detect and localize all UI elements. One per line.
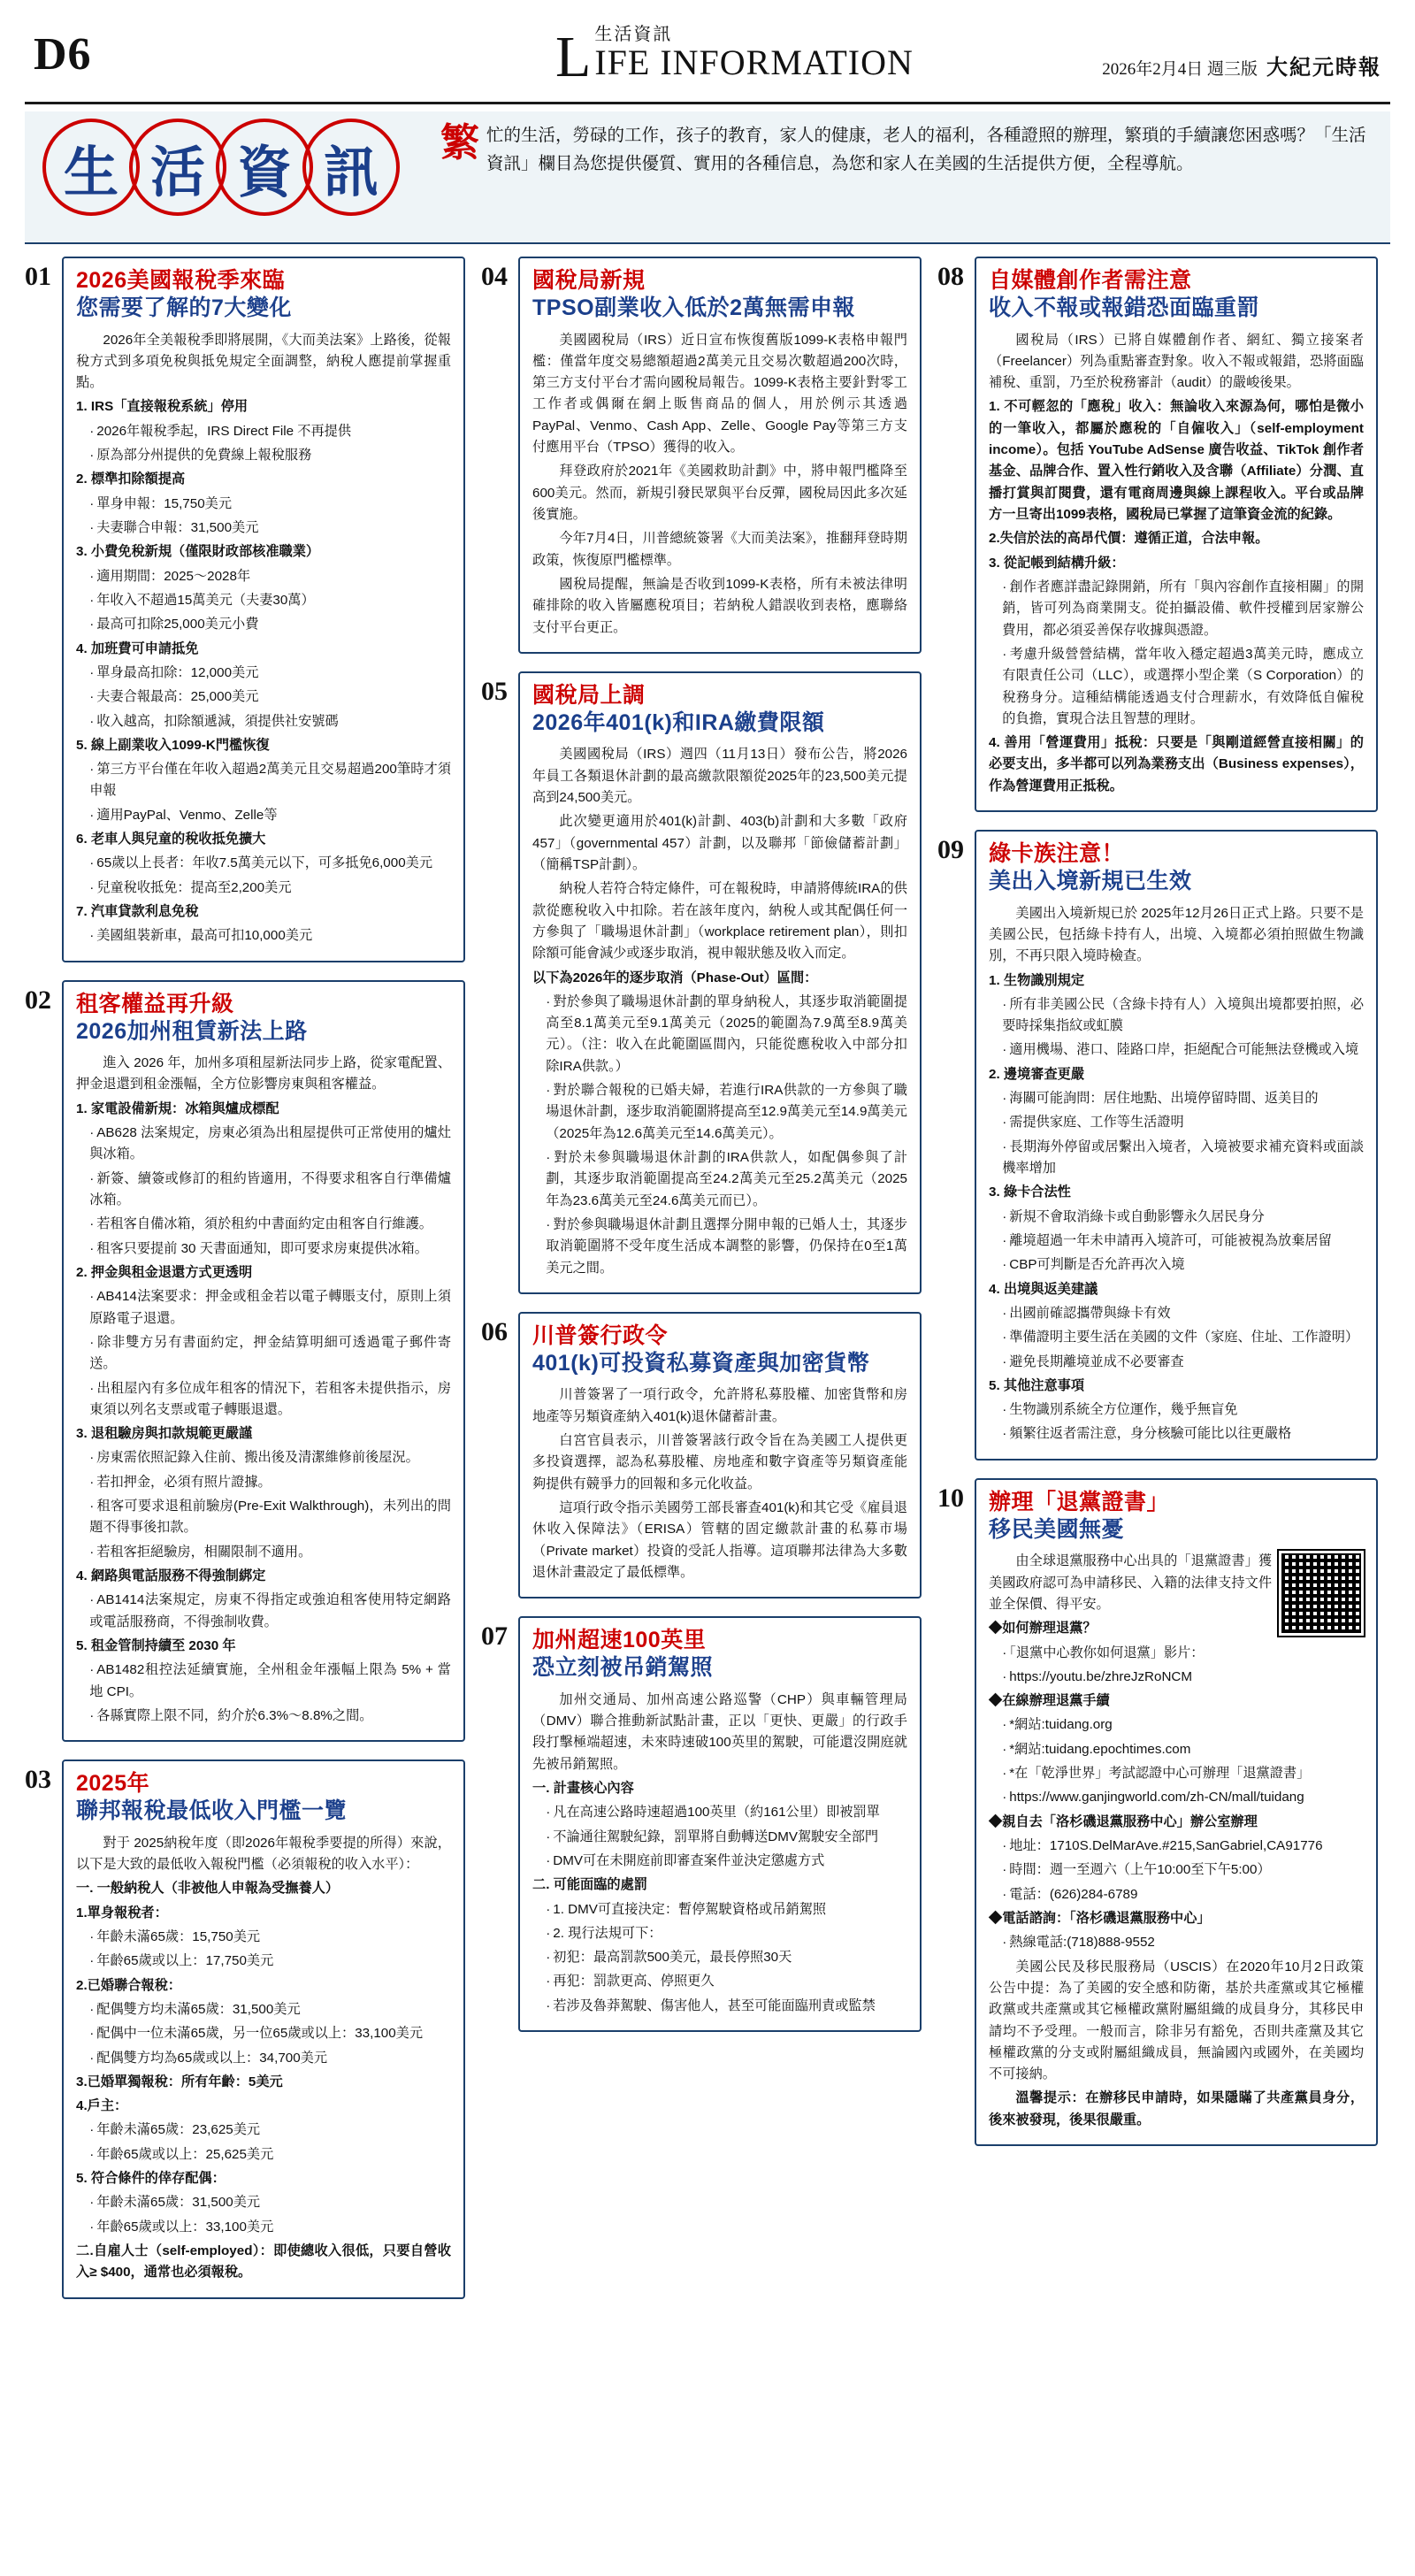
bullet: · 若租客自備冰箱，須於租約中書面約定由租客自行維護。 — [76, 1214, 451, 1235]
subheading: 2.失信於法的高昂代價：遵循正道，合法申報。 — [989, 531, 1269, 547]
article-title-line1-08: 自媒體創作者需注意 — [989, 268, 1192, 293]
paragraph: 由全球退黨服務中心出具的「退黨證書」獲美國政府認可為申請移民、入籍的法律支持文件並全保價、得平安。 — [989, 1553, 1272, 1612]
article-title-line2-02: 2026加州租賃新法上路 — [76, 1018, 308, 1044]
bullet: · 海關可能詢問：居住地點、出境停留時間、返美目的 — [989, 1088, 1364, 1109]
bullet: · 新簽、續簽或修訂的租約皆適用，不得要求租客自行準備爐冰箱。 — [76, 1169, 451, 1212]
article-body-10 — [989, 1551, 1364, 2131]
bullet: · 年齡未滿65歲：23,625美元 — [76, 2120, 451, 2141]
bullet: · DMV可在未開庭前即審查案件並決定懲處方式 — [532, 1851, 907, 1872]
bullet: · 收入越高，扣除額遞減，須提供社安號碼 — [76, 711, 451, 732]
bullet: · AB1482租控法延續實施，全州租金年漲幅上限為 5% + 當地 CPI。 — [76, 1660, 451, 1703]
qr-code-icon[interactable] — [1279, 1551, 1364, 1636]
subheading: 5. 其他注意事項 — [989, 1377, 1085, 1393]
section-logo — [42, 119, 389, 216]
bullet: · 兒童稅收抵免：提高至2,200美元 — [76, 878, 451, 899]
article-title-line1-10: 辦理「退黨證書」 — [989, 1489, 1170, 1514]
article-08 — [937, 257, 1378, 812]
article-10 — [937, 1478, 1378, 2146]
article-number-02: 02 — [25, 985, 51, 1015]
bullet: · 創作者應詳盡記錄開銷，所有「與內容創作直接相關」的開銷，皆可列為商業開支。從拍攝設備、軟件授權到居家辦公費用，都必須妥善保存收據與憑證。 — [989, 577, 1364, 641]
article-title-line2-03: 聯邦報稅最低收入門檻一覽 — [76, 1798, 348, 1824]
article-title-line2-01: 您需要了解的7大變化 — [76, 295, 292, 321]
subheading: 4. 加班費可申請抵免 — [76, 640, 199, 656]
bullet: · 夫妻合報最高：25,000美元 — [76, 686, 451, 708]
subheading: 4. 網路與電話服務不得強制綁定 — [76, 1568, 266, 1583]
article-title-05 — [532, 682, 907, 738]
section-logo-char-4: 訊 — [302, 119, 400, 216]
bullet: · 出國前確認攜帶與綠卡有效 — [989, 1303, 1364, 1324]
article-title-01 — [76, 267, 451, 323]
subheading: 4. 出境與返美建議 — [989, 1281, 1098, 1297]
bullet: · 出租屋內有多位成年租客的情況下，若租客未提供指示，房東須以列名支票或電子轉賬退還。 — [76, 1378, 451, 1422]
bullet: · 65歲以上長者：年收7.5萬美元以下，可多抵免6,000美元 — [76, 853, 451, 874]
bullet: · 若扣押金，必須有照片證據。 — [76, 1472, 451, 1493]
bullet: · 租客只要提前 30 天書面通知，即可要求房東提供冰箱。 — [76, 1238, 451, 1260]
bullet: · AB414法案要求：押金或租金若以電子轉賬支付，原則上須原路電子退還。 — [76, 1286, 451, 1330]
masthead-dateline — [1102, 50, 1381, 80]
article-number-06: 06 — [481, 1316, 508, 1346]
article-number-10: 10 — [937, 1483, 964, 1513]
link[interactable]: · https://www.ganjingworld.com/zh-CN/mall/tuidang — [989, 1787, 1364, 1808]
bullet: · 年齡未滿65歲：15,750美元 — [76, 1927, 451, 1948]
subheading: 1. IRS「直接報稅系統」停用 — [76, 399, 249, 415]
bullet: · 避免長期離境並成不必要審查 — [989, 1352, 1364, 1373]
bullet: · 年收入不超過15萬美元（夫妻30萬） — [76, 590, 451, 611]
bullet: · 最高可扣除25,000美元小費 — [76, 614, 451, 635]
subheading: 1. 家電設備新規：冰箱與爐成標配 — [76, 1100, 279, 1116]
paragraph: 美國國稅局（IRS）近日宣布恢復舊版1099-K表格申報門檻：僅當年度交易總額超過2萬美元且交易次數超過200次時，第三方支付平台才需向國稅局報告。1099-K表格主要針對零工工作者或偶爾在網上販售商品的個人，用於例示其透過PayPal、Venmo、Cash App、Zelle、Google Pay等第三方支付應用平台（TPSO）獲得的收入。 — [532, 332, 907, 456]
subheading: 5. 租金管制持續至 2030 年 — [76, 1637, 236, 1653]
section-intro — [440, 122, 1378, 178]
subheading: ◆在線辦理退黨手續 — [989, 1693, 1110, 1709]
subheading: 1. 不可輕忽的「應稅」收入：無論收入來源為何，哪怕是微小的一筆收入，都屬於應稅的「自僱收入」（self-employment income）。包括 YouTube AdSense 廣告收益、TikTok 創作者基金、品牌合作、置入性行銷收入及含聯（Affiliate）分潤、直播打賞與訂閱費，還有電商周邊與線上課程收入。平台或品牌方一旦寄出1099表格，國稅局已掌握了這筆資金流的紀錄。 — [989, 399, 1364, 522]
article-body-04 — [532, 330, 907, 639]
article-title-line2-05: 2026年401(k)和IRA繳費限額 — [532, 710, 825, 736]
masthead — [25, 0, 1390, 104]
article-title-line1-04: 國稅局新規 — [532, 268, 646, 293]
article-title-line1-01: 2026美國報稅季來臨 — [76, 268, 286, 293]
section-intro-text: 忙的生活，勞碌的工作，孩子的教育，家人的健康，老人的福利，各種證照的辦理，繁瑣的手續讓您困惑嗎？「生活資訊」欄目為您提供優質、實用的各種信息，為您和家人在美國的生活提供方便，全程導航。 — [486, 126, 1366, 173]
bullet: · 對於參與職場退休計劃且選擇分開申報的已婚人士，其逐步取消範圍將不受年度生活成本調整的影響，仍保持在0至1萬美元之間。 — [532, 1215, 907, 1279]
subheading: ◆電話諮詢：「洛杉磯退黨服務中心」 — [989, 1910, 1211, 1926]
article-title-line1-02: 租客權益再升級 — [76, 991, 234, 1016]
bullet: · 凡在高速公路時速超過100英里（約161公里）即被罰單 — [532, 1802, 907, 1823]
subheading: 二. 可能面臨的處罰 — [532, 1877, 647, 1893]
article-number-04: 04 — [481, 262, 508, 291]
article-number-07: 07 — [481, 1622, 508, 1652]
bullet: · 單身申報：15,750美元 — [76, 494, 451, 515]
section-logo-char-3: 資 — [216, 119, 313, 216]
bullet: · 原為部分州提供的免費線上報稅服務 — [76, 445, 451, 466]
bullet: · 房東需依照記錄入住前、搬出後及清潔維修前後屋況。 — [76, 1447, 451, 1468]
article-title-02 — [76, 991, 451, 1046]
subheading: 3. 小費免稅新規（僅限財政部核准職業） — [76, 544, 320, 560]
article-number-01: 01 — [25, 262, 51, 291]
bullet: · 配偶雙方均為65歲或以上：34,700美元 — [76, 2048, 451, 2069]
subheading: 5. 線上副業收入1099-K門檻恢復 — [76, 737, 270, 753]
paragraph: 今年7月4日，川普總統簽署《大而美法案》，推翻拜登時期政策，恢復原門檻標準。 — [532, 531, 907, 568]
bullet: · 電話：(626)284-6789 — [989, 1884, 1364, 1905]
article-title-line2-10: 移民美國無憂 — [989, 1517, 1125, 1542]
bullet: · AB1414法案規定，房東不得指定或強迫租客使用特定網路或電話服務商，不得強制收費。 — [76, 1590, 451, 1633]
bullet: · 考慮升級營營結構，當年收入穩定超過3萬美元時，應成立有限責任公司（LLC），或選擇小型企業（S Corporation）的稅務身分。這種結構能透過支付合理薪水，有效降低自僱稅的負擔，實現合法且智慧的理財。 — [989, 644, 1364, 730]
bullet: · 各縣實際上限不同，約介於6.3%～8.8%之間。 — [76, 1706, 451, 1727]
paragraph: 2026年全美報稅季即將展開，《大而美法案》上路後，從報稅方式到多項免稅與抵免規定全面調整，納稅人應提前掌握重點。 — [76, 332, 451, 391]
column-2 — [481, 257, 922, 2317]
section-banner — [25, 111, 1390, 244]
article-title-line2-04: TPSO副業收入低於2萬無需申報 — [532, 295, 855, 321]
bullet: · 地址：1710S.DelMarAve.#215,SanGabriel,CA91776 — [989, 1836, 1364, 1857]
article-04 — [481, 257, 922, 654]
subheading: 一. 一般納稅人（非被他人申報為受撫養人） — [76, 1881, 340, 1897]
section-logo-char-1: 生 — [42, 119, 140, 216]
bullet: · 若涉及魯莽駕駛、傷害他人，甚至可能面臨刑責或監禁 — [532, 1996, 907, 2017]
bullet: · 2. 現行法規可下： — [532, 1923, 907, 1944]
bullet: · 對於參與了職場退休計劃的單身納稅人，其逐步取消範圍提高至8.1萬美元至9.1萬美元（2025的範圍為7.9萬至8.9萬美元）。（注：收入在此範圍區間內，只能從應稅收入中部分扣除IRA供款。） — [532, 992, 907, 1077]
bullet: · 生物識別系統全方位運作，幾乎無盲免 — [989, 1399, 1364, 1421]
subheading: 一. 計畫核心內容 — [532, 1780, 634, 1796]
paragraph: 國稅局（IRS）已將自媒體創作者、網紅、獨立接案者（Freelancer）列為重點審查對象。收入不報或報錯，恐將面臨補稅、重罰，乃至於稅務審計（audit）的嚴峻後果。 — [989, 332, 1364, 391]
bullet: · 配偶中一位未滿65歲，另一位65歲或以上：33,100美元 — [76, 2023, 451, 2044]
article-number-09: 09 — [937, 835, 964, 865]
bullet: · 時間：週一至週六（上午10:00至下午5:00） — [989, 1859, 1364, 1881]
subheading: 3.已婚單獨報稅：所有年齡：5美元 — [76, 2074, 283, 2089]
link[interactable]: · *網站:tuidang.org — [989, 1714, 1364, 1736]
article-07 — [481, 1616, 922, 2032]
paragraph: 此次變更適用於401(k)計劃、403(b)計劃和大多數「政府457」（governmental 457）計劃，以及聯邦「節儉儲蓄計劃」（簡稱TSP計劃）。 — [532, 814, 907, 872]
paragraph: 美國出入境新規已於 2025年12月26日正式上路。只要不是美國公民，包括綠卡持有人，出境、入境都必須拍照做生物識別，不再只限入境時檢查。 — [989, 905, 1364, 964]
article-title-09 — [989, 840, 1364, 896]
masthead-paper-name: 大紀元時報 — [1266, 56, 1381, 80]
article-title-10 — [989, 1489, 1364, 1545]
article-columns — [25, 257, 1390, 2317]
subheading: 二.自雇人士（self-employed）：即使總收入很低，只要自營收入≥ $400，通常也必須報稅。 — [76, 2243, 451, 2281]
bullet: · 年齡未滿65歲：31,500美元 — [76, 2192, 451, 2213]
article-title-07 — [532, 1627, 907, 1683]
article-title-line1-07: 加州超速100英里 — [532, 1628, 707, 1653]
article-title-line1-09: 綠卡族注意！ — [989, 841, 1125, 867]
article-title-08 — [989, 267, 1364, 323]
article-02 — [25, 980, 465, 1743]
subheading: 以下為2026年的逐步取消（Phase-Out）區間： — [532, 970, 818, 985]
article-03 — [25, 1760, 465, 2298]
bullet: · 長期海外停留或居繫出入境者，入境被要求補充資料或面談機率增加 — [989, 1137, 1364, 1180]
bullet: · 年齡65歲或以上：25,625美元 — [76, 2144, 451, 2166]
link[interactable]: · *網站:tuidang.epochtimes.com — [989, 1739, 1364, 1760]
paragraph: 這項行政令指示美國勞工部長審查401(k)和其它受《雇員退休收入保障法》（ERISA）管轄的固定繳款計畫的私募市場（Private market）投資的受託人指導。這項聯邦法律為大多數退休計畫設定了最低標準。 — [532, 1499, 907, 1580]
subheading: 2. 押金與租金退還方式更透明 — [76, 1264, 253, 1280]
bullet: · 需提供家庭、工作等生活證明 — [989, 1112, 1364, 1133]
bullet: · 適用期間：2025～2028年 — [76, 566, 451, 587]
article-body-03 — [76, 1833, 451, 2284]
article-05 — [481, 671, 922, 1294]
article-title-line2-09: 美出入境新規已生效 — [989, 869, 1192, 894]
bullet: · 美國組裝新車，最高可扣10,000美元 — [76, 925, 451, 947]
bullet: · 年齡65歲或以上：17,750美元 — [76, 1951, 451, 1972]
bullet: · 年齡65歲或以上：33,100美元 — [76, 2217, 451, 2238]
bullet: · 熱線電話:(718)888-9552 — [989, 1932, 1364, 1953]
subheading: 3. 從記帳到結構升級： — [989, 555, 1125, 571]
subheading: 7. 汽車貸款利息免稅 — [76, 904, 199, 919]
bullet: · *在「乾淨世界」考試認證中心可辦理「退黨證書」 — [989, 1763, 1364, 1784]
masthead-logo-cn: 生活資訊 — [594, 25, 673, 44]
article-title-line1-05: 國稅局上調 — [532, 682, 646, 708]
paragraph: 國稅局提醒，無論是否收到1099-K表格，所有未被法律明確排除的收入皆屬應稅項目；若納稅人錯誤收到表格，應聯絡支付平台更正。 — [532, 576, 907, 635]
masthead-date: 2026年2月4日 週三版 — [1102, 60, 1258, 79]
article-title-04 — [532, 267, 907, 323]
article-06 — [481, 1312, 922, 1598]
article-number-03: 03 — [25, 1765, 51, 1795]
bullet: · 對於未參與職場退休計劃的IRA供款人，如配偶參與了計劃，其逐步取消範圍提高至24.2萬美元至25.2萬美元（2025年為23.6萬美元至24.6萬美元而已）。 — [532, 1147, 907, 1212]
article-body-08 — [989, 330, 1364, 798]
article-01 — [25, 257, 465, 962]
column-1 — [25, 257, 465, 2317]
paragraph: 川普簽署了一項行政令，允許將私募股權、加密貨幣和房地產等另類資產納入401(k)退休儲蓄計畫。 — [532, 1387, 907, 1424]
subheading: 2.已婚聯合報稅： — [76, 1977, 181, 1993]
article-body-05 — [532, 744, 907, 1279]
article-title-line2-08: 收入不報或報錯恐面臨重罰 — [989, 295, 1260, 321]
article-09 — [937, 830, 1378, 1460]
article-title-line2-07: 恐立刻被吊銷駕照 — [532, 1655, 714, 1681]
subheading: 4. 善用「營運費用」抵稅：只要是「與剛道經營直接相關」的必要支出，多半都可以列為業務支出（Business expenses），作為營運費用正抵稅。 — [989, 735, 1364, 794]
bullet: · 第三方平台僅在年收入超過2萬美元且交易超過200筆時才須申報 — [76, 759, 451, 802]
bullet: · 2026年報稅季起，IRS Direct File 不再提供 — [76, 421, 451, 442]
bullet: · 若租客拒絕驗房，相關限制不適用。 — [76, 1542, 451, 1563]
article-number-05: 05 — [481, 676, 508, 706]
column-3 — [937, 257, 1378, 2317]
section-logo-char-2: 活 — [129, 119, 226, 216]
paragraph: 白宮官員表示，川普簽署該行政令旨在為美國工人提供更多投資選擇，認為私募股權、房地產和數字資產等另類資產能夠提供有競爭力的回報和多元化收益。 — [532, 1433, 907, 1491]
paragraph: 美國公民及移民服務局（USCIS）在2020年10月2日政策公告中提：為了美國的安全感和防衛，基於共產黨或其它極權政黨或共產黨或其它極權政黨附屬組織的成員身分，其移民申請均不予受理。一般而言，除非另有豁免，否則共產黨及其它極權政黨的分支或附屬組織成員，無論國內或國外，在美國均不可接納。 — [989, 1959, 1364, 2082]
bullet: · 離境超過一年未申請再入境許可，可能被視為放棄居留 — [989, 1230, 1364, 1252]
bullet: · 「退黨中心教你如何退黨」影片： — [989, 1643, 1364, 1664]
paragraph: 納稅人若符合特定條件，可在報稅時，申請將傳統IRA的供款從應稅收入中扣除。若在該年度內，納稅人或其配偶任何一方參與了「職場退休計劃」（workplace retirement plan），則扣除額可能會減少或逐步取消，視申報狀態及收入而定。 — [532, 881, 907, 962]
paragraph: 溫馨提示：在辦移民申請時，如果隱瞞了共產黨員身分，後來被發現，後果很嚴重。 — [989, 2090, 1364, 2128]
subheading: 5. 符合條件的倖存配偶： — [76, 2171, 226, 2187]
subheading: 1. 生物識別規定 — [989, 972, 1085, 988]
bullet: · AB628 法案規定，房東必須為出租屋提供可正常使用的爐灶與冰箱。 — [76, 1123, 451, 1166]
subheading: 4.戶主： — [76, 2098, 128, 2114]
article-body-02 — [76, 1053, 451, 1727]
link[interactable]: · https://youtu.be/zhreJzRoNCM — [989, 1667, 1364, 1688]
masthead-logo-letter: L — [555, 24, 592, 89]
bullet: · 再犯：罰款更高、停照更久 — [532, 1971, 907, 1992]
subheading: 1.單身報稅者： — [76, 1905, 168, 1920]
bullet: · 適用PayPal、Venmo、Zelle等 — [76, 805, 451, 826]
article-body-09 — [989, 903, 1364, 1445]
article-title-06 — [532, 1322, 907, 1378]
bullet: · 適用機場、港口、陸路口岸，拒絕配合可能無法登機或入境 — [989, 1039, 1364, 1061]
bullet: · 新規不會取消綠卡或自動影響永久居民身分 — [989, 1207, 1364, 1228]
bullet: · 所有非美國公民（含綠卡持有人）入境與出境都要拍照，必要時採集指紋或虹膜 — [989, 994, 1364, 1038]
article-title-03 — [76, 1770, 451, 1826]
subheading: ◆親自去「洛杉磯退黨服務中心」辦公室辦理 — [989, 1813, 1258, 1829]
article-title-line1-06: 川普簽行政令 — [532, 1322, 669, 1348]
bullet: · CBP可判斷是否允許再次入境 — [989, 1254, 1364, 1276]
paragraph: 拜登政府於2021年《美國救助計劃》中，將申報門檻降至600美元。然而，新規引發民眾與平台反彈，國稅局因此多次延後實施。 — [532, 464, 907, 522]
article-number-08: 08 — [937, 262, 964, 291]
bullet: · 除非雙方另有書面約定，押金結算明細可透過電子郵件寄送。 — [76, 1332, 451, 1376]
article-body-06 — [532, 1384, 907, 1583]
paragraph: 對于 2025納稅年度（即2026年報稅季要提的所得）來說，以下是大致的最低收入報稅門檻（必須報稅的收入水平）： — [76, 1835, 451, 1872]
bullet: · 不論通往駕駛紀錄，罰單將自動轉送DMV駕駛安全部門 — [532, 1827, 907, 1848]
bullet: · 配偶雙方均未滿65歲：31,500美元 — [76, 1999, 451, 2020]
bullet: · 頻繁往返者需注意，身分核驗可能比以往更嚴格 — [989, 1423, 1364, 1445]
bullet: · 對於聯合報稅的已婚夫婦，若進行IRA供款的一方參與了職場退休計劃，逐步取消範圍將提高至12.9萬美元至14.9萬美元（2025年為12.6萬美元至14.6萬美元）。 — [532, 1080, 907, 1145]
masthead-logo — [555, 19, 914, 89]
subheading: ◆如何辦理退黨？ — [989, 1621, 1097, 1637]
bullet: · 租客可要求退租前驗房(Pre-Exit Walkthrough)，未列出的問題不得事後扣款。 — [76, 1496, 451, 1539]
paragraph: 美國國稅局（IRS）週四（11月13日）發布公告，將2026年員工各類退休計劃的最高繳款限額從2025年的23,500美元提高到24,500美元。 — [532, 747, 907, 805]
article-title-line1-03: 2025年 — [76, 1771, 150, 1797]
article-body-01 — [76, 330, 451, 947]
bullet: · 初犯：最高罰款500美元，最長停照30天 — [532, 1947, 907, 1968]
article-body-07 — [532, 1690, 907, 2017]
subheading: 2. 標準扣除額提高 — [76, 472, 186, 487]
subheading: 3. 退租驗房與扣款規範更嚴謹 — [76, 1426, 253, 1442]
subheading: 3. 綠卡合法性 — [989, 1184, 1071, 1200]
bullet: · 夫妻聯合申報：31,500美元 — [76, 518, 451, 539]
bullet: · 1. DMV可直接決定：暫停駕駛資格或吊銷駕照 — [532, 1899, 907, 1920]
subheading: 6. 老車人與兒童的稅收抵免擴大 — [76, 832, 266, 847]
bullet: · 準備證明主要生活在美國的文件（家庭、住址、工作證明） — [989, 1327, 1364, 1348]
article-title-line2-06: 401(k)可投資私募資產與加密貨幣 — [532, 1351, 870, 1376]
page-folio: D6 — [34, 29, 92, 80]
bullet: · 單身最高扣除：12,000美元 — [76, 663, 451, 684]
paragraph: 加州交通局、加州高速公路巡警（CHP）與車輛管理局（DMV）聯合推動新試點計畫，正以「更快、更嚴」的行政手段打擊極端超速，未來時速破100英里的駕駛，可能還沒開庭就先被吊銷駕照。 — [532, 1691, 907, 1772]
masthead-logo-en: IFE INFORMATION — [594, 42, 914, 82]
paragraph: 進入 2026 年，加州多項租屋新法同步上路，從家電配置、押金退還到租金漲幅，全方位影響房東與租客權益。 — [76, 1055, 451, 1092]
subheading: 2. 邊境審查更嚴 — [989, 1066, 1085, 1082]
section-intro-dropcap: 繁 — [440, 121, 479, 165]
